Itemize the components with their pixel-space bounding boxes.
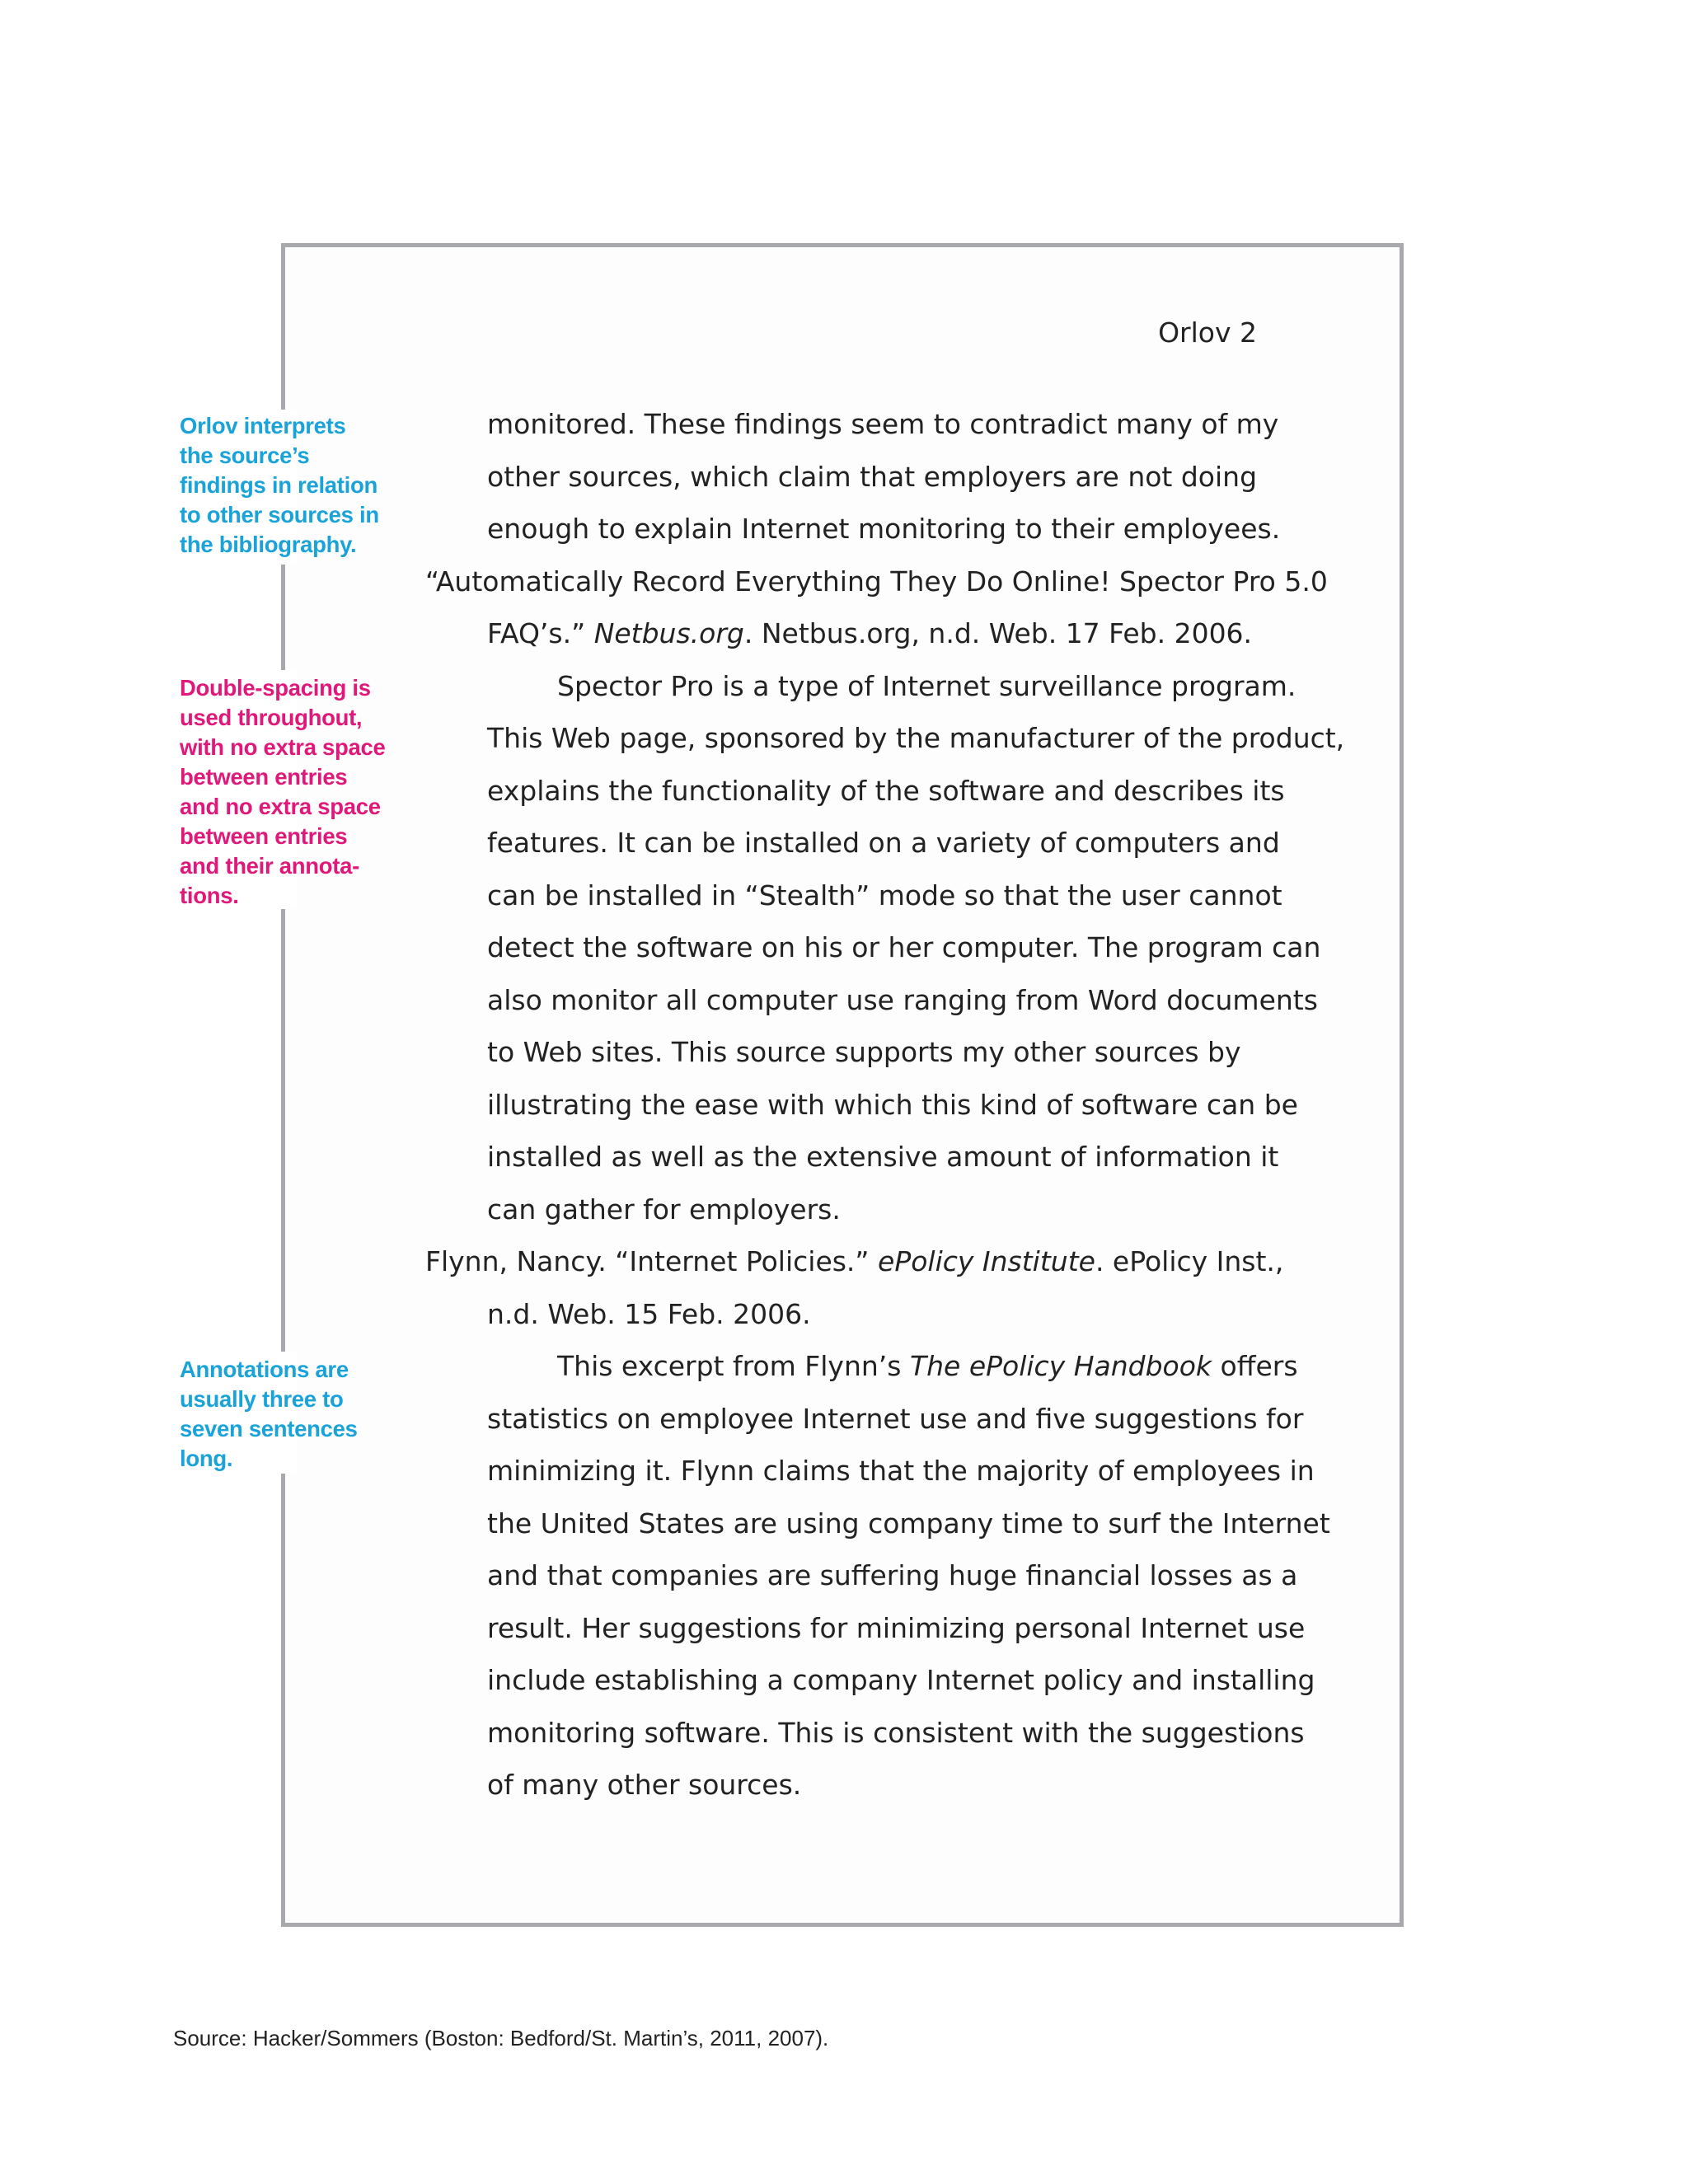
body-line: can gather for employers. xyxy=(487,1193,841,1226)
body-line: include establishing a company Internet policy and installing xyxy=(487,1664,1315,1696)
body-line: and that companies are suffering huge financial losses as a xyxy=(487,1559,1298,1591)
body-line: the United States are using company time to surf the Internet xyxy=(487,1507,1330,1540)
body-line: of many other sources. xyxy=(487,1769,802,1801)
running-head: Orlov 2 xyxy=(1158,316,1257,349)
body-line: features. It can be installed on a variety of computers and xyxy=(487,827,1280,859)
body-line: other sources, which claim that employers are not doing xyxy=(487,460,1258,493)
citation-title: Netbus.org xyxy=(593,617,744,649)
bibliography-body xyxy=(425,398,1345,1811)
book-title: The ePolicy Handbook xyxy=(909,1350,1212,1382)
annotation-first-line: This excerpt from Flynn’s The ePolicy Handbook offers xyxy=(557,1350,1298,1382)
margin-annotation-interpretation: Orlov interprets the source’s findings in relation to other sources in the bibliography. xyxy=(180,413,379,557)
body-line: detect the software on his or her computer. The program can xyxy=(487,931,1321,963)
body-line: explains the functionality of the software and describes its xyxy=(487,774,1285,807)
body-line: enough to explain Internet monitoring to their employees. xyxy=(487,513,1281,545)
entry-citation-line: Flynn, Nancy. “Internet Policies.” ePolicy Institute. ePolicy Inst., xyxy=(425,1245,1284,1277)
body-line: monitoring software. This is consistent with the suggestions xyxy=(487,1716,1305,1749)
body-line: to Web sites. This source supports my other sources by xyxy=(487,1036,1241,1068)
body-line: illustrating the ease with which this kind of software can be xyxy=(487,1088,1298,1121)
entry-citation-line: “Automatically Record Everything They Do Online! Spector Pro 5.0 xyxy=(425,565,1328,598)
margin-annotation-length: Annotations are usually three to seven sentences long. xyxy=(180,1357,358,1471)
annotation-first-line: Spector Pro is a type of Internet surveillance program. xyxy=(557,669,1296,702)
body-line: installed as well as the extensive amount of information it xyxy=(487,1141,1279,1173)
margin-annotation-double-spacing: Double-spacing is used throughout, with no extra space between entries and no extra space between entries and their annota- tions. xyxy=(180,675,386,908)
body-line: statistics on employee Internet use and five suggestions for xyxy=(487,1402,1304,1435)
entry-citation-line: n.d. Web. 15 Feb. 2006. xyxy=(487,1297,811,1330)
body-line: result. Her suggestions for minimizing personal Internet use xyxy=(487,1611,1306,1644)
body-line: minimizing it. Flynn claims that the majority of employees in xyxy=(487,1455,1315,1487)
citation-title: ePolicy Institute xyxy=(878,1245,1095,1277)
body-line: monitored. These findings seem to contradict many of my xyxy=(487,408,1279,440)
entry-citation-line: FAQ’s.” Netbus.org. Netbus.org, n.d. Web. 17 Feb. 2006. xyxy=(487,617,1253,649)
body-line: can be installed in “Stealth” mode so that the user cannot xyxy=(487,879,1282,912)
body-line: also monitor all computer use ranging from Word documents xyxy=(487,983,1318,1016)
source-credit: Source: Hacker/Sommers (Boston: Bedford/St. Martin’s, 2011, 2007). xyxy=(173,2026,829,2050)
body-line: This Web page, sponsored by the manufacturer of the product, xyxy=(487,722,1345,754)
